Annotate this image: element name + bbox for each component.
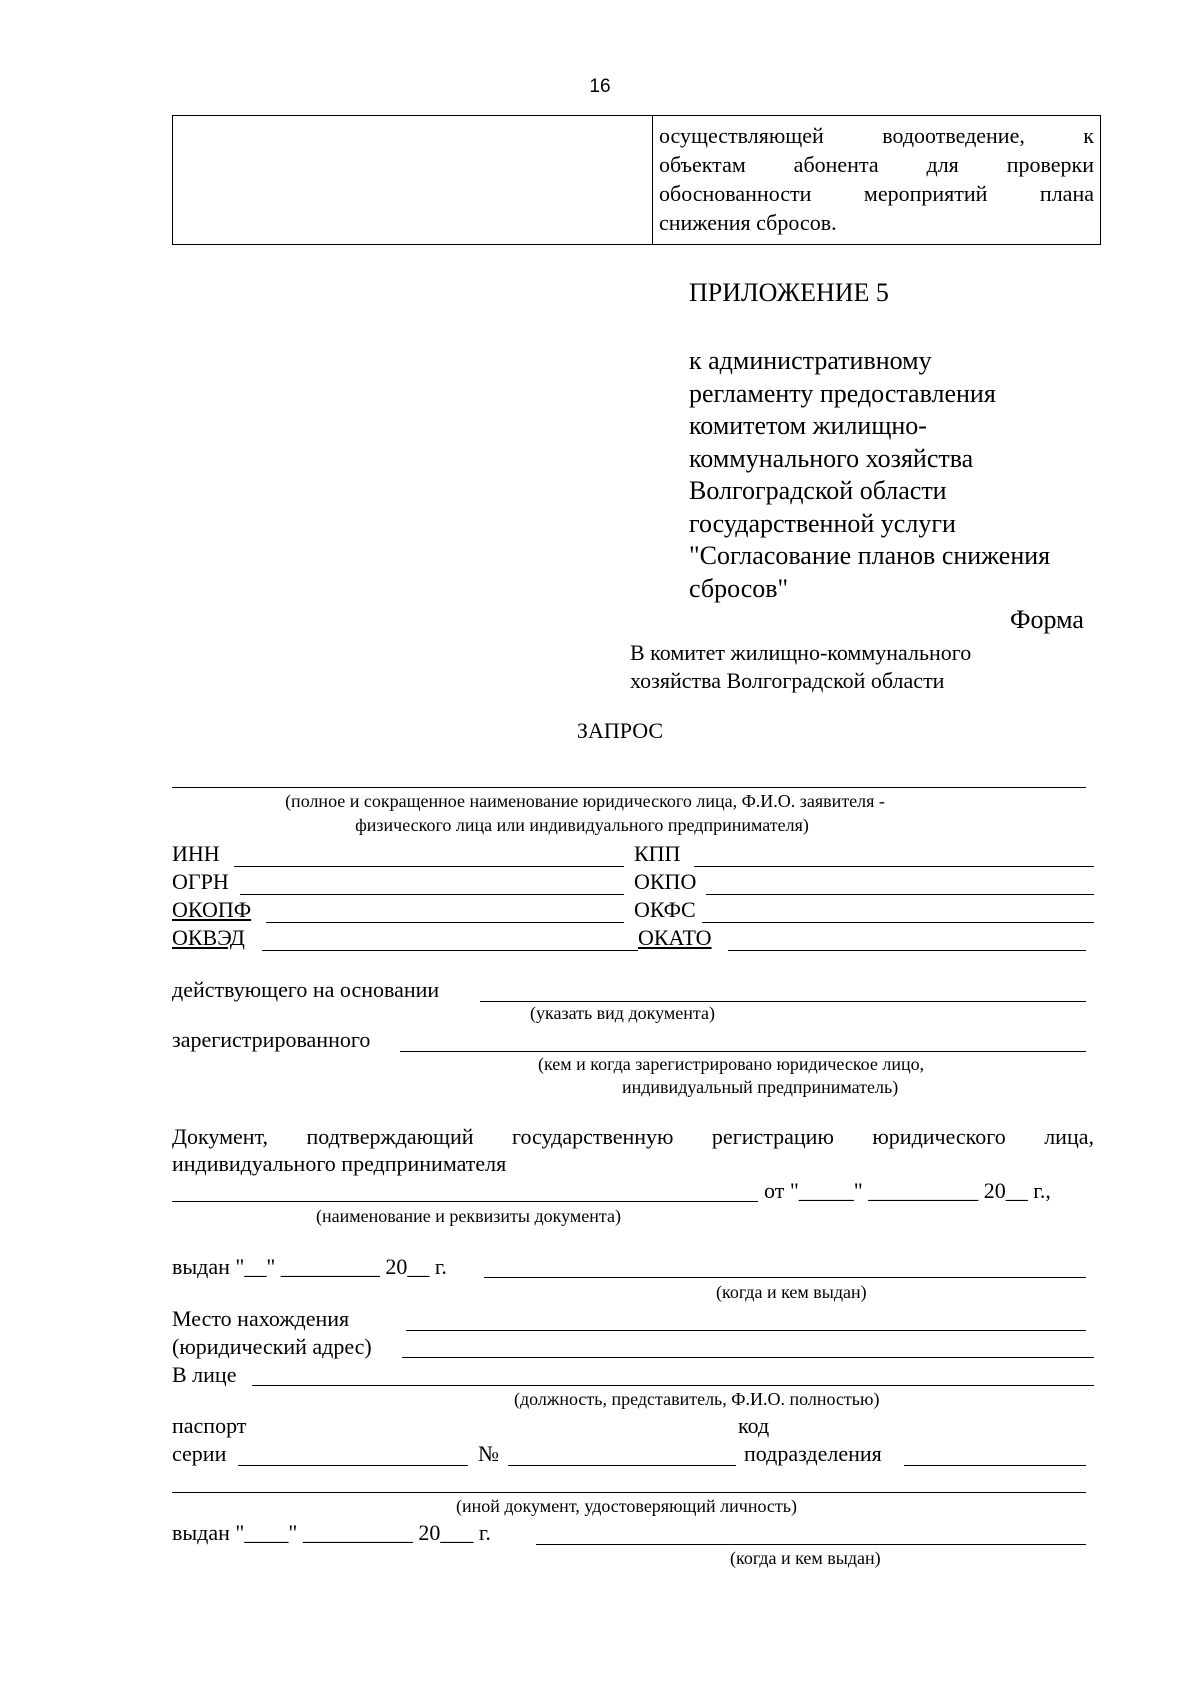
number-field[interactable]: [508, 1465, 736, 1466]
kpp-field[interactable]: [694, 866, 1094, 867]
issued-by-field-1[interactable]: [484, 1277, 1086, 1278]
appendix-line: сбросов": [689, 573, 789, 603]
series-field[interactable]: [238, 1465, 468, 1466]
appendix-title: ПРИЛОЖЕНИЕ 5: [689, 278, 889, 307]
applicant-name-field[interactable]: [172, 787, 1086, 788]
okfs-field[interactable]: [702, 922, 1094, 923]
inn-label: ИНН: [172, 841, 220, 866]
passport-label: паспорт: [172, 1413, 247, 1438]
issued-by-field-2[interactable]: [536, 1544, 1086, 1545]
reg-document-date: от "_____" __________ 20__ г.,: [764, 1178, 1051, 1203]
location-field[interactable]: [406, 1330, 1086, 1331]
applicant-caption-2: физического лица или индивидуального предпринимателя): [355, 815, 809, 835]
cell-line: снижения сбросов.: [659, 210, 837, 235]
appendix-line: государственной услуги: [689, 508, 956, 538]
issued-caption-1: (когда и кем выдан): [716, 1282, 867, 1302]
issued-caption-2: (когда и кем выдан): [730, 1548, 881, 1568]
okopf-label: ОКОПФ: [172, 897, 252, 922]
issued-date-2[interactable]: выдан "____" __________ 20___ г.: [172, 1520, 491, 1545]
other-id-caption: (иной документ, удостоверяющий личность): [456, 1496, 797, 1516]
representative-label: В лице: [172, 1362, 237, 1387]
legal-address-label: (юридический адрес): [172, 1334, 372, 1359]
registered-label: зарегистрированного: [172, 1027, 371, 1052]
location-label: Место нахождения: [172, 1306, 350, 1331]
appendix-line: к административному: [689, 346, 932, 375]
number-label: №: [478, 1441, 499, 1466]
division-code-field[interactable]: [904, 1465, 1086, 1466]
reg-document-caption: (наименование и реквизиты документа): [316, 1206, 621, 1226]
form-label: Форма: [1010, 605, 1084, 634]
okato-field[interactable]: [728, 950, 1086, 951]
addressee-line: хозяйства Волгоградской области: [630, 668, 945, 693]
ogrn-field[interactable]: [240, 894, 624, 895]
continuation-cell: [659, 121, 1094, 237]
registered-caption-1: (кем и когда зарегистрировано юридическое лицо,: [538, 1054, 925, 1074]
inn-field[interactable]: [234, 866, 624, 867]
okato-label: ОКАТО: [638, 925, 712, 950]
appendix-line: "Согласование планов снижения: [689, 541, 1051, 570]
okfs-label: ОКФС: [634, 897, 696, 922]
other-id-document-field[interactable]: [172, 1492, 1086, 1493]
okpo-label: ОКПО: [634, 869, 697, 894]
cell-line: обоснованности мероприятий плана: [659, 181, 1094, 206]
issued-date-1[interactable]: выдан "__" _________ 20__ г.: [172, 1254, 447, 1279]
okved-label: ОКВЭД: [172, 925, 245, 950]
okved-field[interactable]: [262, 950, 638, 951]
representative-field[interactable]: [252, 1385, 1094, 1386]
division-code-label-1: код: [738, 1413, 770, 1438]
table-column-divider: [652, 115, 653, 245]
applicant-caption-1: (полное и сокращенное наименование юридического лица, Ф.И.О. заявителя -: [285, 791, 885, 811]
kpp-label: КПП: [634, 841, 681, 866]
registered-field[interactable]: [400, 1051, 1086, 1052]
page-number: 16: [589, 76, 611, 97]
cell-line: осуществляющей водоотведение, к: [659, 123, 1094, 148]
legal-address-field[interactable]: [402, 1357, 1094, 1358]
representative-caption: (должность, представитель, Ф.И.О. полностью): [514, 1389, 880, 1409]
appendix-description: [689, 345, 1050, 605]
basis-label: действующего на основании: [172, 977, 440, 1002]
appendix-line: коммунального хозяйства: [689, 443, 974, 473]
addressee-line: В комитет жилищно-коммунального: [630, 640, 972, 665]
appendix-line: регламенту предоставления: [689, 378, 996, 408]
okpo-field[interactable]: [706, 894, 1094, 895]
addressee: [630, 639, 971, 695]
appendix-line: Волгоградской области: [689, 476, 947, 505]
request-title: ЗАПРОС: [576, 718, 664, 743]
division-code-label-2: подразделения: [744, 1441, 882, 1466]
reg-document-field[interactable]: [172, 1201, 758, 1202]
appendix-line: комитетом жилищно-: [689, 411, 927, 440]
reg-document-text-2: индивидуального предпринимателя: [172, 1151, 507, 1176]
ogrn-label: ОГРН: [172, 869, 229, 894]
series-label: серии: [172, 1441, 227, 1466]
registered-caption-2: индивидуальный предприниматель): [622, 1077, 899, 1097]
cell-line: объектам абонента для проверки: [659, 152, 1094, 177]
reg-document-text: Документ, подтверждающий государственную регистрацию юридического лица,: [172, 1124, 1094, 1149]
basis-caption: (указать вид документа): [530, 1003, 715, 1023]
basis-field[interactable]: [480, 1001, 1086, 1002]
okopf-field[interactable]: [266, 922, 624, 923]
